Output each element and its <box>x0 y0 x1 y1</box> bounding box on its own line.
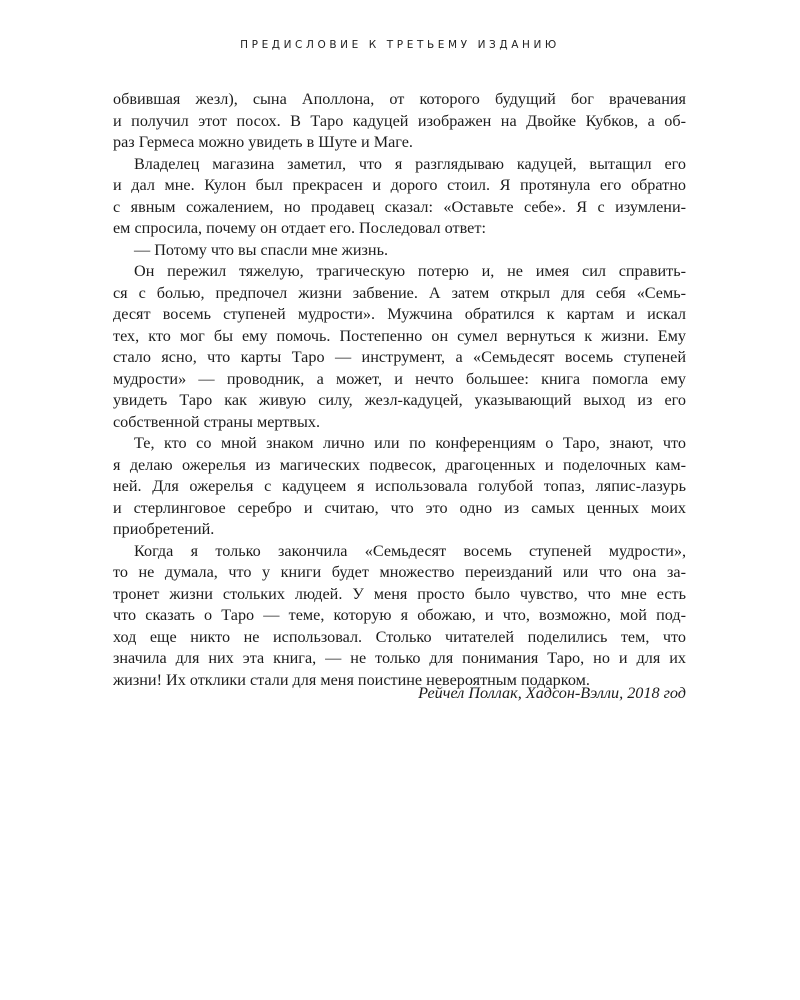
text-line: приобретений. <box>113 520 215 538</box>
paragraph <box>113 154 686 240</box>
body-text <box>113 89 686 691</box>
text-line: мудрости» — проводник, а может, и нечто большее: книга помогла ему <box>113 369 686 388</box>
text-line: тронет жизни стольких людей. У меня просто было чувство, что мне есть <box>113 584 686 603</box>
paragraph <box>113 541 686 692</box>
text-line: стало ясно, что карты Таро — инструмент, а «Семьдесят восемь ступеней <box>113 348 686 366</box>
paragraph <box>113 261 686 433</box>
paragraph <box>113 433 686 541</box>
text-line: что сказать о Таро — теме, которую я обожаю, и что, возможно, мой под- <box>113 606 686 624</box>
running-head: ПРЕДИСЛОВИЕ К ТРЕТЬЕМУ ИЗДАНИЮ <box>240 39 560 51</box>
text-line: ней. Для ожерелья с кадуцеем я использовала голубой топаз, ляпис-лазурь <box>113 477 686 495</box>
author-signature: Рейчел Поллак, Хадсон-Вэлли, 2018 год <box>418 684 686 702</box>
text-line: Владелец магазина заметил, что я разглядываю кадуцей, вытащил его <box>134 154 686 173</box>
text-line: значила для них эта книга, — не только для понимания Таро, но и для их <box>113 649 686 667</box>
text-line: жизни! Их отклики стали для меня поистине невероятным подарком. <box>113 670 590 689</box>
text-line: ход еще никто не использовал. Столько читателей поделились тем, что <box>113 627 686 646</box>
text-line: увидеть Таро как живую силу, жезл-кадуцей, указывающий выход из его <box>113 391 686 409</box>
text-line: тех, кто мог бы ему помочь. Постепенно он сумел вернуться к жизни. Ему <box>113 326 686 345</box>
text-line: — Потому что вы спасли мне жизнь. <box>134 240 389 259</box>
text-line: Те, кто со мной знаком лично или по конференциям о Таро, знают, что <box>134 434 686 452</box>
text-line: десят восемь ступеней мудрости». Мужчина обратился к картам и искал <box>113 305 686 323</box>
text-line: раз Гермеса можно увидеть в Шуте и Маге. <box>113 133 413 151</box>
text-line: то не думала, что у книги будет множество переизданий или что она за- <box>113 563 686 581</box>
text-line: обвившая жезл), сына Аполлона, от которого будущий бог врачевания <box>113 90 686 108</box>
text-line: Когда я только закончила «Семьдесят восемь ступеней мудрости», <box>134 541 686 560</box>
text-line: и дал мне. Кулон был прекрасен и дорого стоил. Я протянула его обратно <box>113 176 686 194</box>
text-line: ся с болью, предпочел жизни забвение. А затем открыл для себя «Семь- <box>113 283 686 302</box>
text-line: я делаю ожерелья из магических подвесок, драгоценных и поделочных кам- <box>113 455 686 474</box>
text-line: собственной страны мертвых. <box>113 412 320 431</box>
text-line: и стерлинговое серебро и считаю, что это одно из самых ценных моих <box>113 498 686 517</box>
text-line: Он пережил тяжелую, трагическую потерю и, не имея сил справить- <box>134 262 686 280</box>
paragraph-dialogue <box>113 240 686 262</box>
text-line: и получил этот посох. В Таро кадуцей изображен на Двойке Кубков, а об- <box>113 111 686 130</box>
paragraph-continued <box>113 89 686 154</box>
text-line: с явным сожалением, но продавец сказал: «Оставьте себе». Я с изумлени- <box>113 197 686 216</box>
text-line: ем спросила, почему он отдает его. Последовал ответ: <box>113 219 486 237</box>
